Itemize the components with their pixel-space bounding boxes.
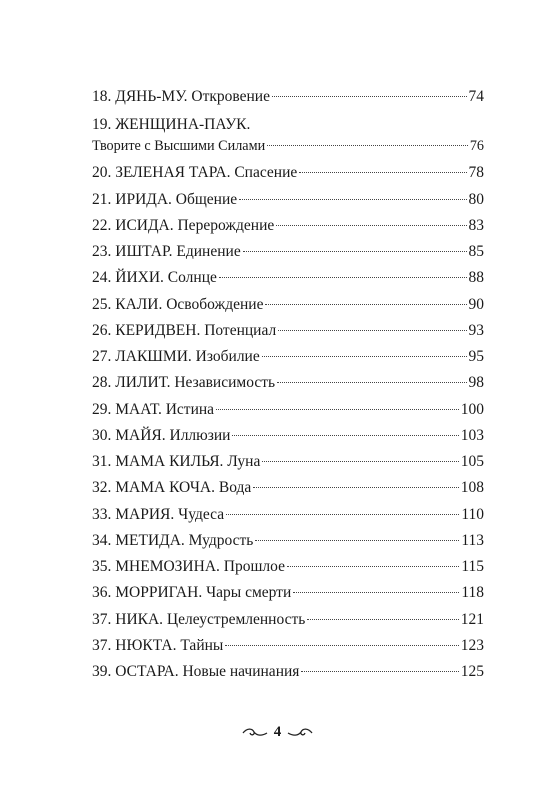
toc-entry-title: 37. НИКА. Целеустремленность	[92, 610, 306, 628]
table-of-contents	[92, 84, 484, 685]
toc-entry[interactable]	[92, 580, 484, 606]
toc-entry[interactable]	[92, 607, 484, 633]
toc-entry[interactable]	[92, 449, 484, 475]
dot-leader	[243, 251, 467, 252]
dot-leader	[293, 592, 459, 593]
toc-entry-page: 83	[468, 216, 484, 234]
toc-entry-title: 29. МААТ. Истина	[92, 400, 215, 418]
toc-entry-title: 24. ЙИХИ. Солнце	[92, 269, 217, 287]
toc-entry-page: 98	[468, 374, 484, 392]
toc-entry-title: 19. ЖЕНЩИНА-ПАУК.	[92, 116, 251, 134]
dot-leader	[287, 566, 459, 567]
toc-entry-title: 21. ИРИДА. Общение	[92, 190, 238, 208]
toc-entry-page: 88	[468, 269, 484, 287]
toc-entry-page: 78	[468, 164, 484, 182]
toc-entry-page: 103	[460, 426, 484, 444]
toc-entry-page: 108	[460, 479, 484, 497]
toc-entry[interactable]	[92, 659, 484, 685]
toc-entry[interactable]	[92, 160, 484, 186]
toc-entry-page: 121	[460, 610, 484, 628]
page-number: 4	[273, 724, 282, 740]
toc-entry[interactable]	[92, 397, 484, 423]
toc-entry[interactable]	[92, 370, 484, 396]
toc-entry[interactable]	[92, 292, 484, 318]
toc-entry-page: 93	[468, 321, 484, 339]
dot-leader	[262, 461, 458, 462]
dot-leader	[265, 304, 466, 305]
toc-entry-page: 123	[460, 636, 484, 654]
toc-entry[interactable]	[92, 239, 484, 265]
toc-entry-page: 90	[468, 295, 484, 313]
toc-entry[interactable]	[92, 528, 484, 554]
dot-leader	[272, 96, 467, 97]
toc-entry-title: 34. МЕТИДА. Мудрость	[92, 531, 254, 549]
toc-entry-page: 113	[461, 531, 484, 549]
swirl-ornament-icon	[287, 727, 313, 739]
toc-entry[interactable]	[92, 265, 484, 291]
toc-entry-title: 22. ИСИДА. Перерождение	[92, 216, 275, 234]
dot-leader	[307, 619, 458, 620]
toc-entry-page: 110	[461, 505, 484, 523]
toc-entry-title: 26. КЕРИДВЕН. Потенциал	[92, 321, 277, 339]
dot-leader	[219, 277, 467, 278]
toc-entry[interactable]	[92, 115, 484, 157]
toc-entry[interactable]	[92, 187, 484, 213]
dot-leader	[232, 435, 458, 436]
toc-entry-page: 105	[460, 453, 484, 470]
dot-leader	[225, 645, 458, 646]
dot-leader	[226, 514, 459, 515]
dot-leader	[276, 225, 466, 226]
toc-list	[92, 160, 484, 685]
dot-leader	[299, 172, 466, 173]
toc-entry-title: 27. ЛАКШМИ. Изобилие	[92, 348, 260, 365]
toc-entry-page: 118	[461, 584, 484, 602]
toc-entry[interactable]	[92, 554, 484, 580]
toc-entry-title: 25. КАЛИ. Освобождение	[92, 295, 264, 313]
toc-entry-title: 30. МАЙЯ. Иллюзии	[92, 426, 231, 444]
toc-entry-title: 35. МНЕМОЗИНА. Прошлое	[92, 558, 285, 575]
toc-entry-title: 20. ЗЕЛЕНАЯ ТАРА. Спасение	[92, 164, 298, 182]
dot-leader	[278, 330, 466, 331]
dot-leader	[239, 199, 466, 200]
toc-entry-page: 115	[461, 558, 484, 575]
toc-entry-title: 37. НЮКТА. Тайны	[92, 636, 224, 654]
page-footer	[0, 724, 555, 741]
toc-entry-title: 18. ДЯНЬ-МУ. Откровение	[92, 88, 270, 105]
dot-leader	[277, 382, 466, 383]
toc-entry-title: 31. МАМА КИЛЬЯ. Луна	[92, 453, 261, 470]
toc-entry[interactable]	[92, 344, 484, 370]
toc-entry-page: 95	[468, 348, 484, 365]
toc-entry-page: 85	[468, 243, 484, 260]
toc-entry-title: 32. МАМА КОЧА. Вода	[92, 479, 252, 497]
toc-entry-subtitle-row	[92, 135, 484, 157]
toc-entry-title: 36. МОРРИГАН. Чары смерти	[92, 584, 292, 602]
dot-leader	[253, 487, 458, 488]
toc-entry[interactable]	[92, 633, 484, 659]
dot-leader	[255, 540, 459, 541]
toc-entry-title: 28. ЛИЛИТ. Независимость	[92, 374, 276, 392]
toc-entry-page: 74	[468, 88, 484, 105]
dot-leader	[301, 671, 458, 672]
swirl-ornament-icon	[242, 727, 268, 739]
dot-leader	[216, 409, 459, 410]
toc-entry[interactable]	[92, 213, 484, 239]
toc-entry[interactable]	[92, 423, 484, 449]
dot-leader	[262, 356, 467, 357]
toc-entry[interactable]	[92, 475, 484, 501]
toc-entry-title: 33. МАРИЯ. Чудеса	[92, 505, 225, 523]
toc-entry-page: 125	[460, 663, 484, 680]
toc-entry[interactable]	[92, 318, 484, 344]
toc-entry-title: 39. ОСТАРА. Новые начинания	[92, 663, 300, 680]
toc-entry-page: 80	[468, 190, 484, 208]
toc-entry[interactable]	[92, 84, 484, 110]
toc-entry-page: 76	[469, 138, 484, 155]
toc-entry[interactable]	[92, 502, 484, 528]
dot-leader	[267, 145, 468, 146]
toc-entry-subtitle: Творите с Высшими Силами	[92, 138, 266, 155]
toc-entry-page: 100	[460, 400, 484, 418]
toc-entry-title: 23. ИШТАР. Единение	[92, 243, 241, 260]
